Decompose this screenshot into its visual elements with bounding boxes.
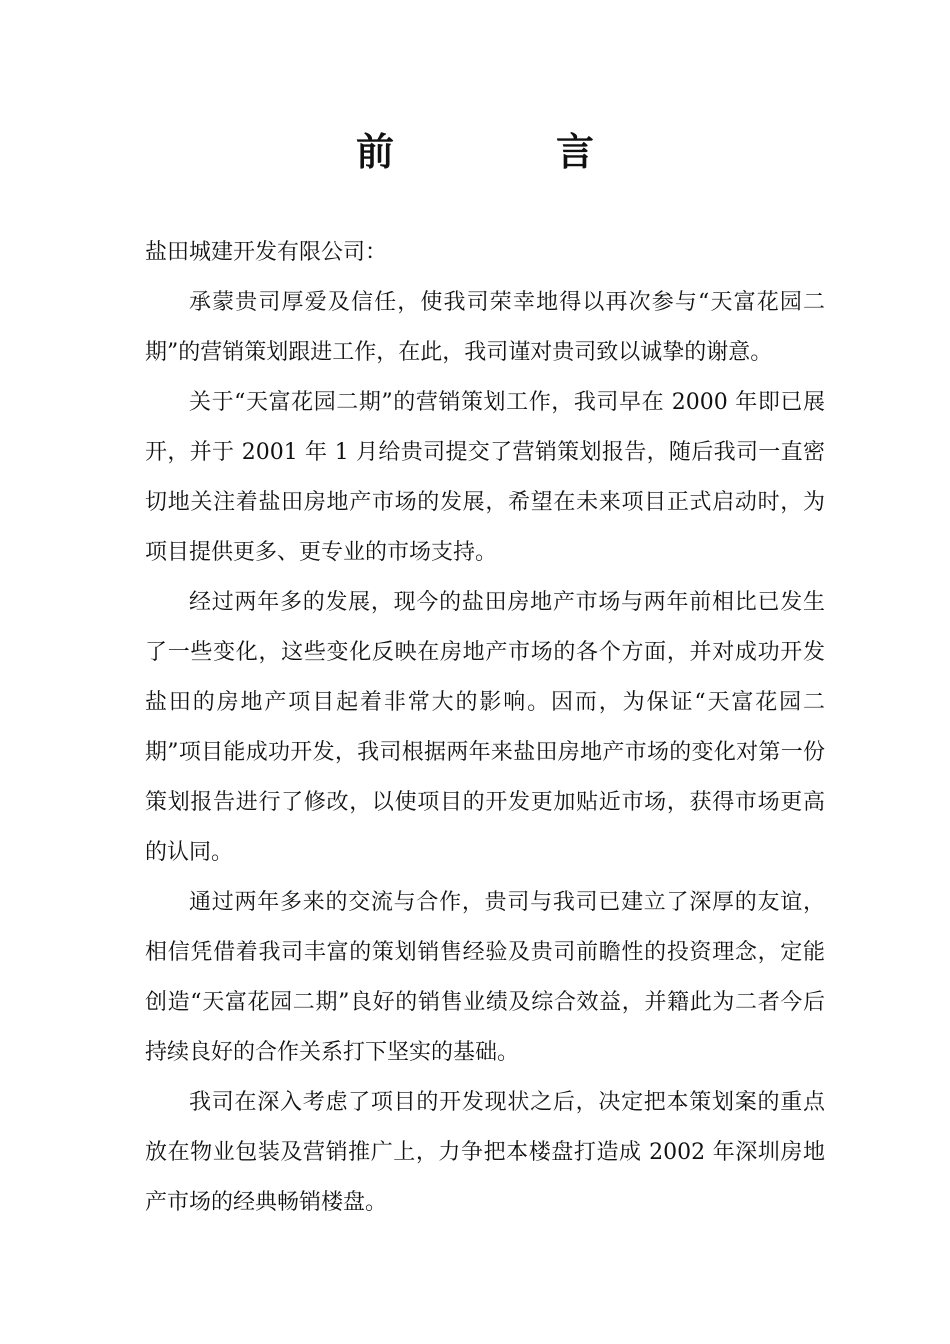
paragraph-3: 经过两年多的发展，现今的盐田房地产市场与两年前相比已发生了一些变化，这些变化反映在房地产市场的各个方面，并对成功开发盐田的房地产项目起着非常大的影响。因而，为保证“天富花园二期”项目能成功开发，我司根据两年来盐田房地产市场的变化对第一份策划报告进行了修改，以使项目的开发更加贴近市场，获得市场更高的认同。 [145,590,825,865]
salutation: 盐田城建开发有限公司： [145,240,388,265]
paragraph-1: 承蒙贵司厚爱及信任，使我司荣幸地得以再次参与“天富花园二期”的营销策划跟进工作，在此，我司谨对贵司致以诚挚的谢意。 [145,290,825,365]
paragraph-2: 关于“天富花园二期”的营销策划工作，我司早在 2000 年即已展开，并于 2001 年 1 月给贵司提交了营销策划报告，随后我司一直密切地关注着盐田房地产市场的发展，希望在未来项目正式启动时，为项目提供更多、更专业的市场支持。 [145,390,825,565]
paragraph-5: 我司在深入考虑了项目的开发现状之后，决定把本策划案的重点放在物业包装及营销推广上，力争把本楼盘打造成 2002 年深圳房地产市场的经典畅销楼盘。 [145,1090,825,1215]
page-title: 前 言 [355,129,656,174]
paragraph-4: 通过两年多来的交流与合作，贵司与我司已建立了深厚的友谊，相信凭借着我司丰富的策划销售经验及贵司前瞻性的投资理念，定能创造“天富花园二期”良好的销售业绩及综合效益，并籍此为二者今后持续良好的合作关系打下坚实的基础。 [145,890,825,1065]
letter-body [145,228,825,1228]
